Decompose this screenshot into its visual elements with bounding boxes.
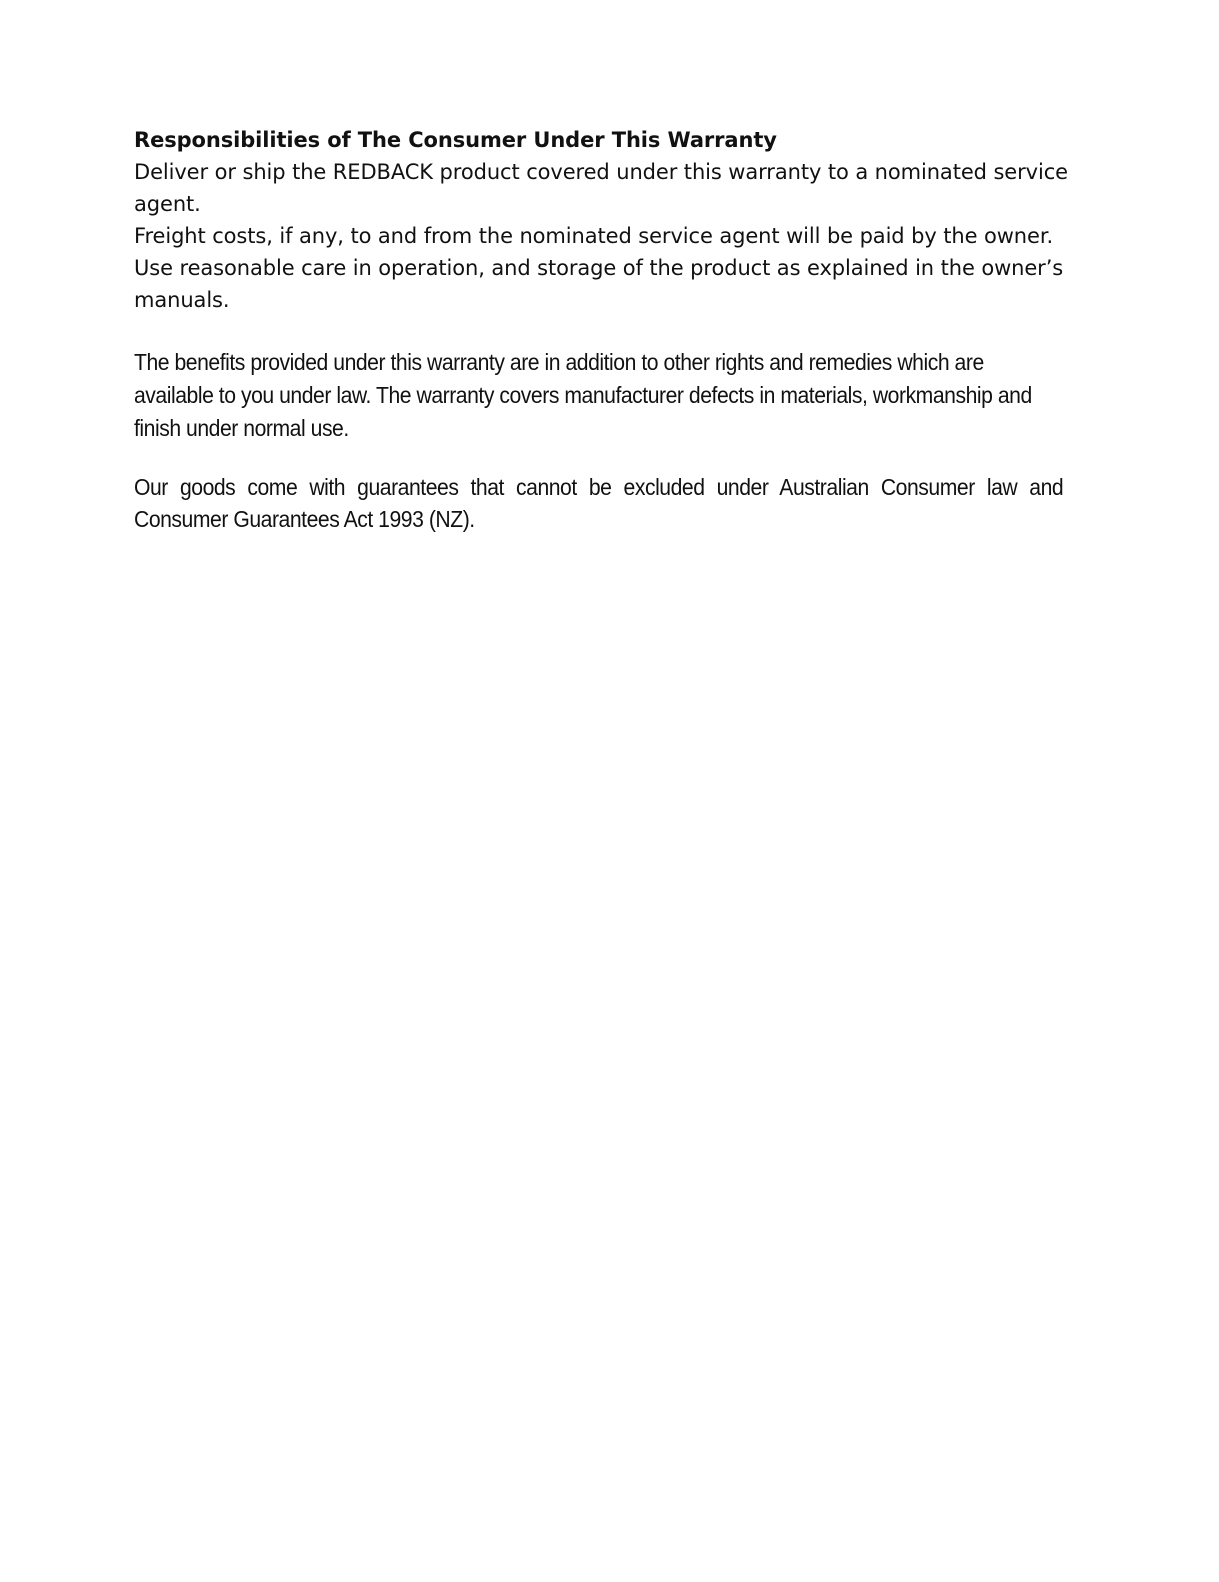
section-heading: Responsibilities of The Consumer Under This Warranty xyxy=(134,128,777,152)
guarantees-line-2: Consumer Guarantees Act 1993 (NZ). xyxy=(134,506,475,532)
paragraph-freight: Freight costs, if any, to and from the nominated service agent will be paid by the owner. xyxy=(134,224,1054,248)
paragraph-care: Use reasonable care in operation, and storage of the product as explained in the owner’s manuals. xyxy=(134,256,1064,312)
responsibilities-section xyxy=(134,124,1074,316)
guarantees-paragraph xyxy=(134,471,1063,535)
benefits-paragraph: The benefits provided under this warranty are in addition to other rights and remedies which are available to you under law. The warranty covers manufacturer defects in materials, workmanship and finish under normal use. xyxy=(134,349,1032,441)
paragraph-delivery: Deliver or ship the REDBACK product covered under this warranty to a nominated service agent. xyxy=(134,160,1068,216)
guarantees-line-1: Our goods come with guarantees that cannot be excluded under Australian Consumer law and xyxy=(134,474,1064,500)
